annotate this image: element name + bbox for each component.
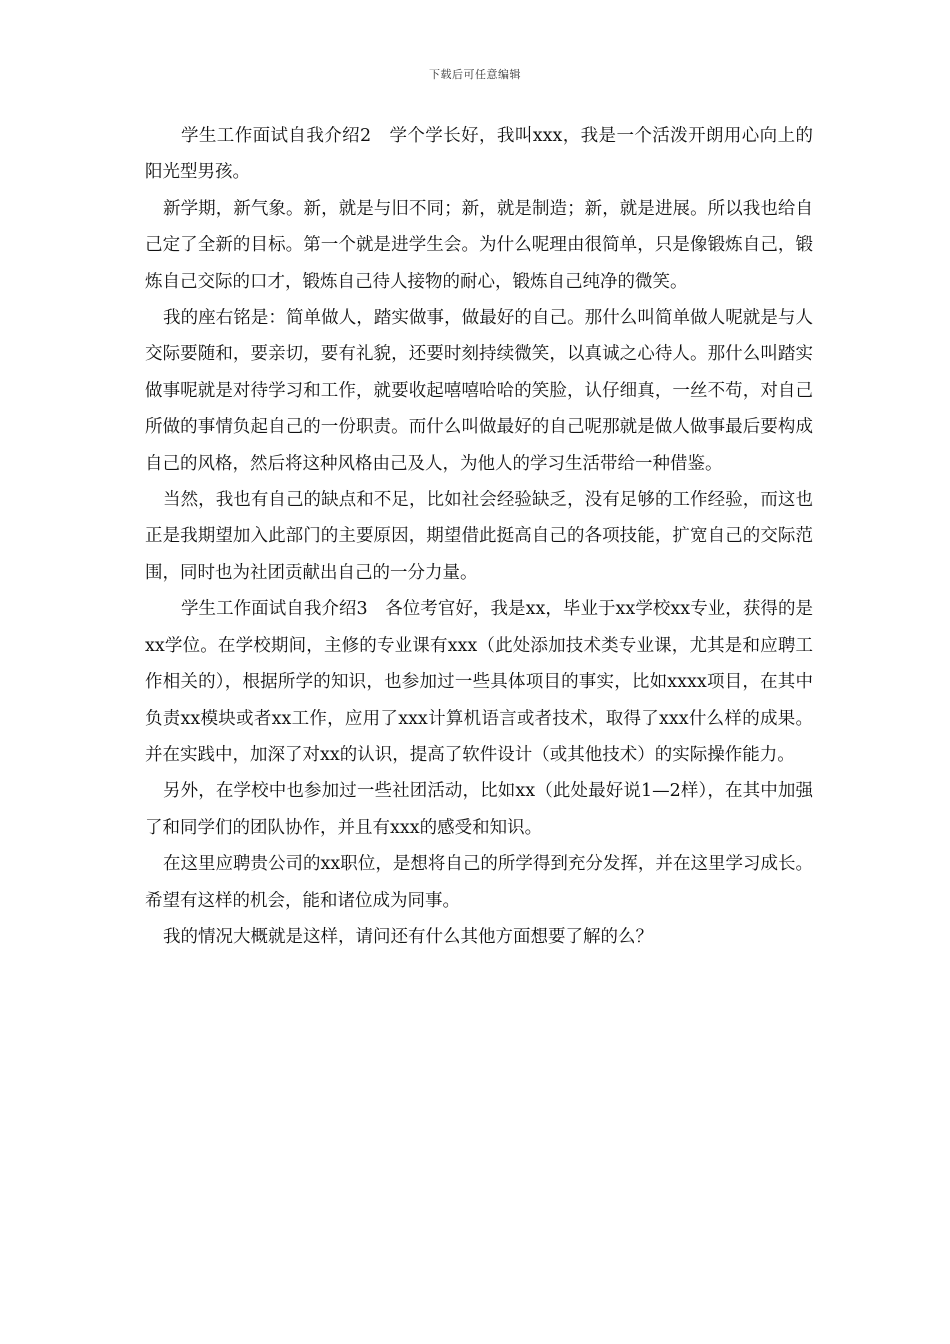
paragraph: 另外，在学校中也参加过一些社团活动，比如xx（此处最好说1—2样），在其中加强了和同学们的团队协作，并且有xxx的感受和知识。 (145, 781, 813, 838)
paragraph-intro-3: 学生工作面试自我介绍3 各位考官好，我是xx，毕业于xx学校xx专业，获得的是xx学位。在学校期间，主修的专业课有xxx（此处添加技术类专业课，尤其是和应聘工作相关的），根据所学的知识，也参加过一些具体项目的事实，比如xxxx项目，在其中负责xx模块或者xx工作，应用了xxx计算机语言或者技术，取得了xxx什么样的成果。并在实践中，加深了对xx的认识，提高了软件设计（或其他技术）的实际操作能力。 (145, 599, 813, 765)
paragraph: 在这里应聘贵公司的xx职位，是想将自己的所学得到充分发挥，并在这里学习成长。希望有这样的机会，能和诸位成为同事。 (145, 854, 813, 911)
paragraph-intro-2: 学生工作面试自我介绍2 学个学长好，我叫xxx，我是一个活泼开朗用心向上的阳光型男孩。 (145, 126, 813, 183)
paragraph: 当然，我也有自己的缺点和不足，比如社会经验缺乏，没有足够的工作经验，而这也正是我期望加入此部门的主要原因，期望借此挺高自己的各项技能，扩宽自己的交际范围，同时也为社团贡献出自己的一分力量。 (145, 490, 813, 583)
paragraph: 我的座右铭是：简单做人，踏实做事，做最好的自己。那什么叫简单做人呢就是与人交际要随和，要亲切，要有礼貌，还要时刻持续微笑，以真诚之心待人。那什么叫踏实做事呢就是对待学习和工作，就要收起嘻嘻哈哈的笑脸，认仔细真，一丝不苟，对自己所做的事情负起自己的一份职责。而什么叫做最好的自己呢那就是做人做事最后要构成自己的风格，然后将这种风格由己及人，为他人的学习生活带给一种借鉴。 (145, 308, 813, 474)
page-header: 下载后可任意编辑 (429, 68, 521, 81)
paragraph: 新学期，新气象。新，就是与旧不同；新，就是制造；新，就是进展。所以我也给自己定了全新的目标。第一个就是进学生会。为什么呢理由很简单，只是像锻炼自己，锻炼自己交际的口才，锻炼自己待人接物的耐心，锻炼自己纯净的微笑。 (145, 198, 813, 292)
document-body (145, 118, 813, 955)
paragraph: 我的情况大概就是这样，请问还有什么其他方面想要了解的么？ (163, 926, 653, 947)
